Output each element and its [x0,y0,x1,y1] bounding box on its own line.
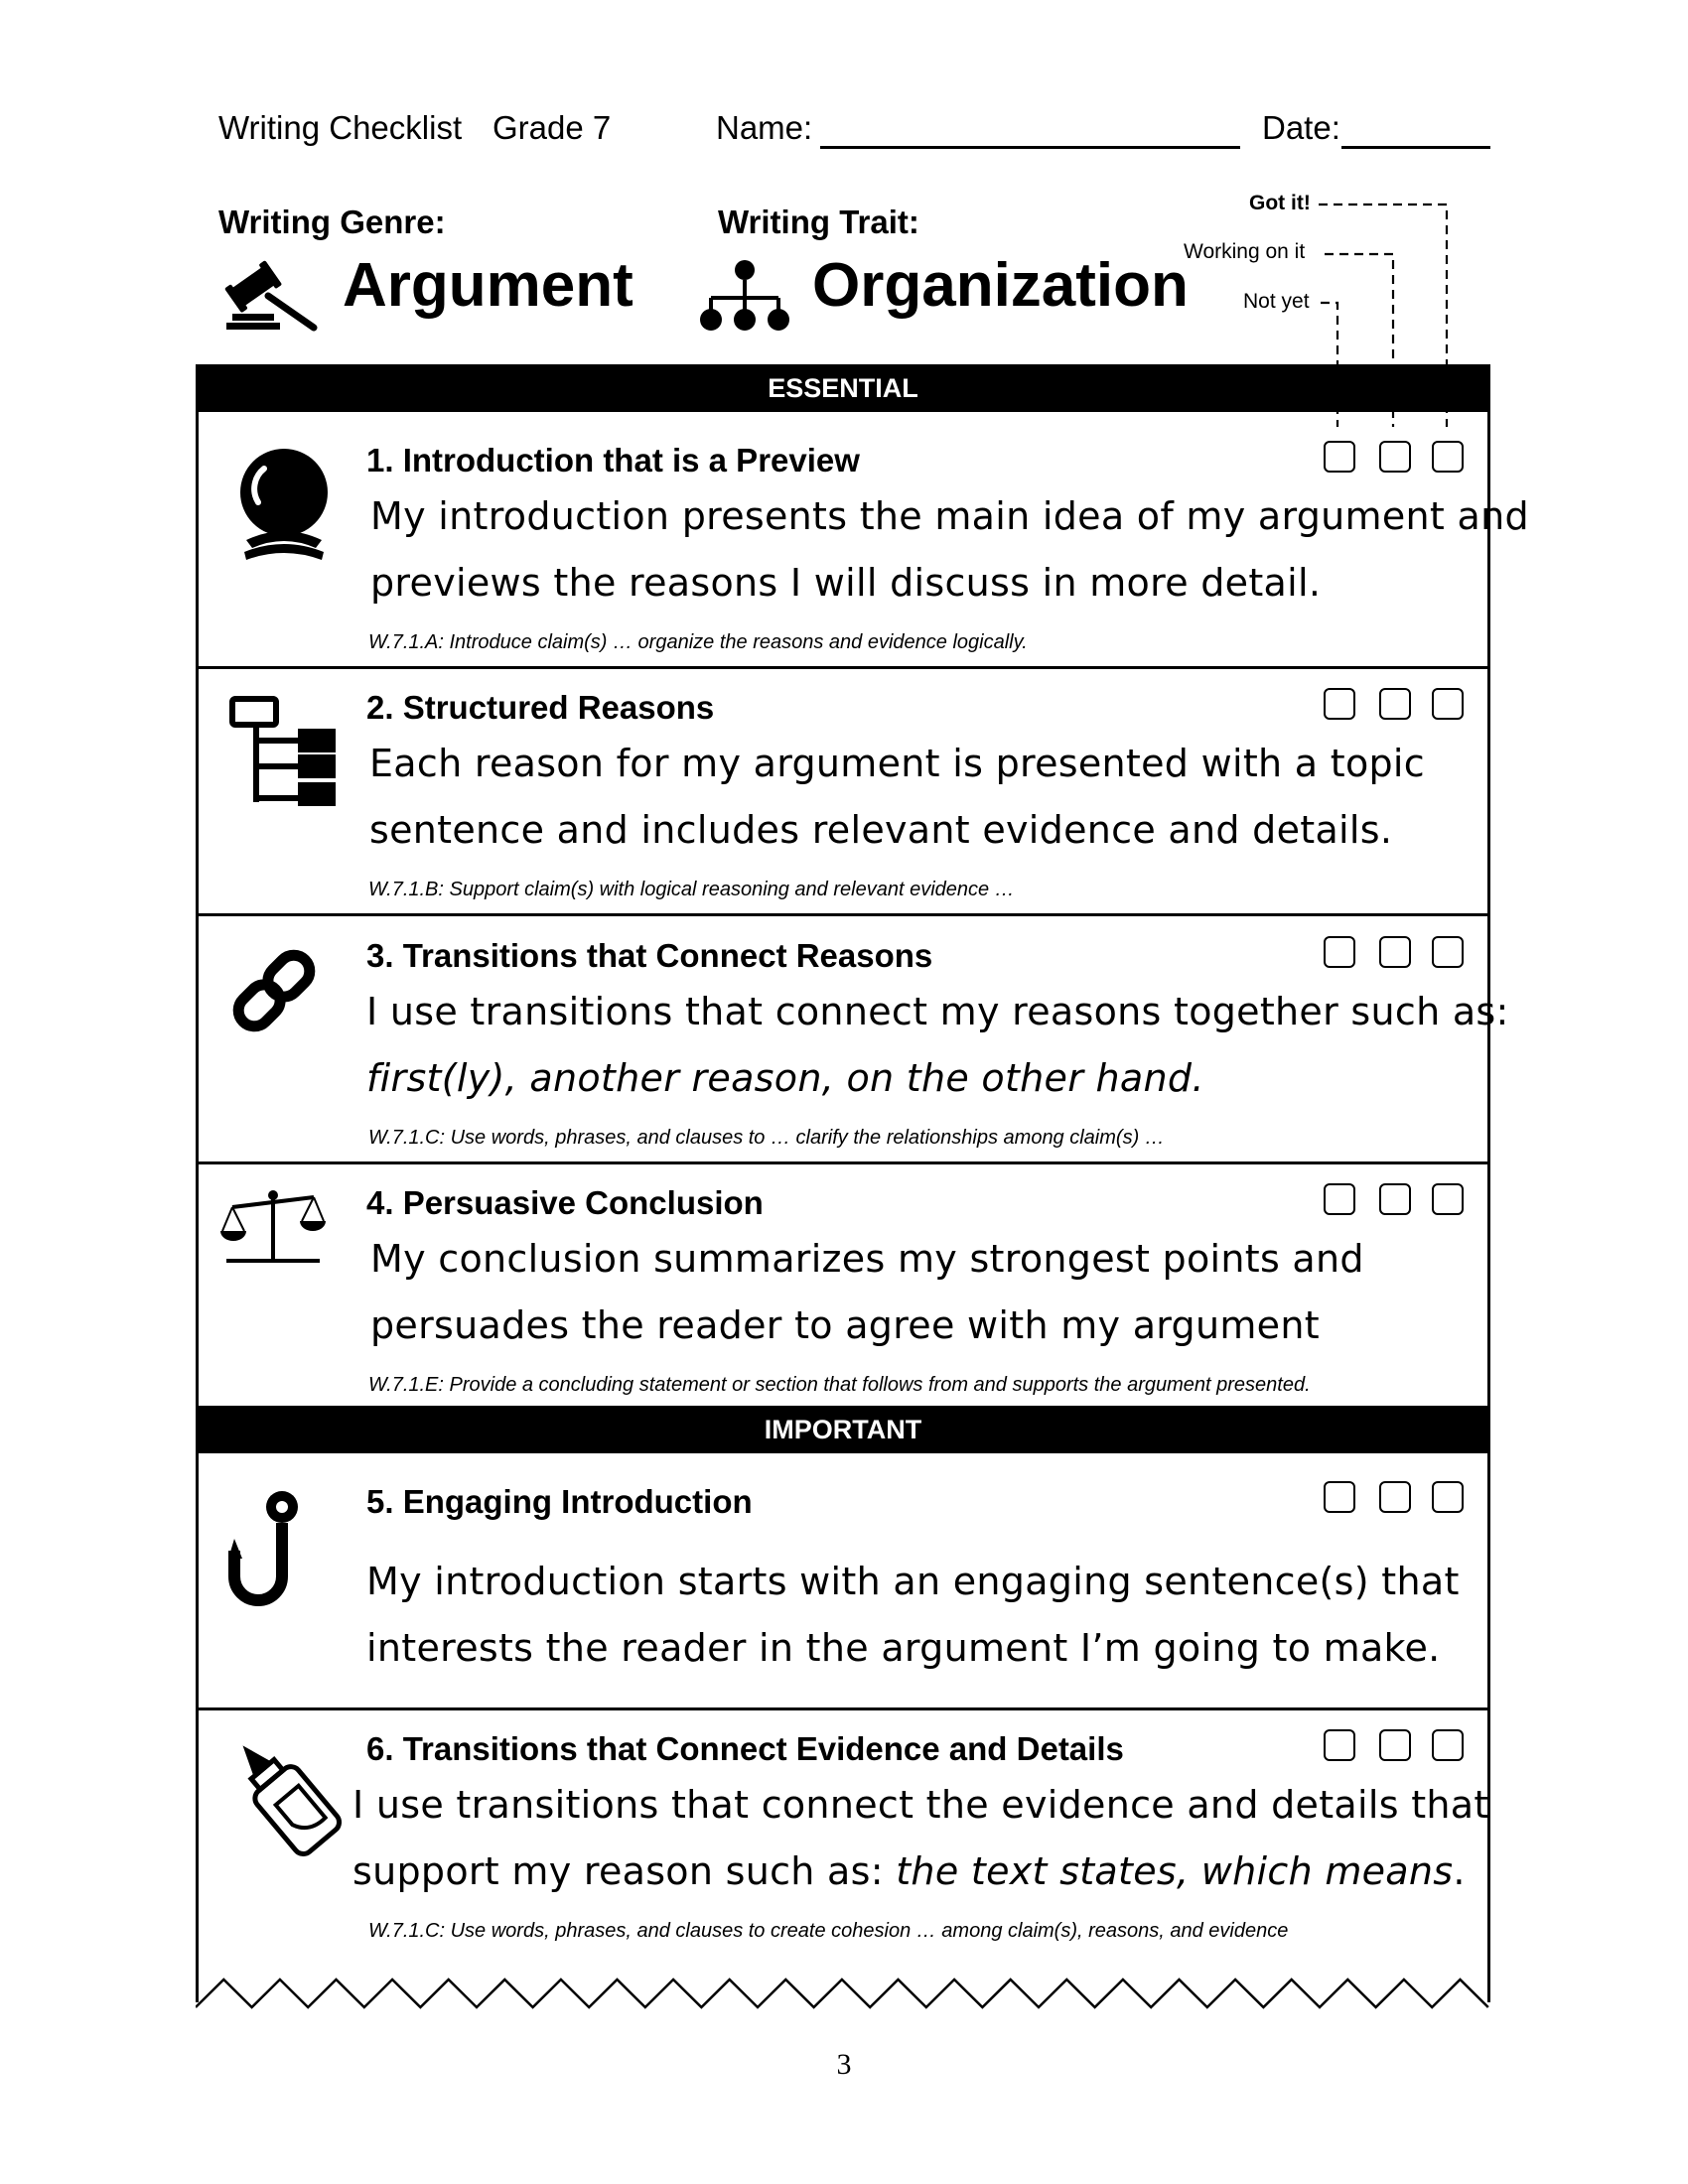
trait-value: Organization [812,251,1189,320]
crystal-ball-icon [234,445,334,568]
item-5-title: 5. Engaging Introduction [366,1483,753,1520]
row-divider [196,1161,1490,1164]
item-3-got-it-checkbox[interactable] [1432,936,1464,968]
item-4-working-checkbox[interactable] [1379,1183,1411,1215]
name-label: Name: [716,109,813,146]
balance-scale-icon [220,1185,326,1267]
genre-value: Argument [343,251,633,320]
item-1-title: 1. Introduction that is a Preview [366,442,860,478]
item-6-title: 6. Transitions that Connect Evidence and Details [366,1730,1124,1767]
row-divider [196,666,1490,669]
item-5-got-it-checkbox[interactable] [1432,1481,1464,1513]
item-4-got-it-checkbox[interactable] [1432,1183,1464,1215]
item-2-not-yet-checkbox[interactable] [1324,688,1355,720]
item-1-not-yet-checkbox[interactable] [1324,441,1355,473]
item-6-got-it-checkbox[interactable] [1432,1729,1464,1761]
item-4-description: My conclusion summarizes my strongest points and persuades the reader to agree with my argument [370,1237,1364,1347]
item-3-working-checkbox[interactable] [1379,936,1411,968]
page-number: 3 [836,2048,852,2081]
item-1-standard: W.7.1.A: Introduce claim(s) … organize the reasons and evidence logically. [368,631,1028,653]
date-label: Date: [1262,109,1340,146]
legend-got-it: Got it! [1249,192,1311,214]
genre-label: Writing Genre: [218,204,446,240]
item-1-description: My introduction presents the main idea of my argument and previews the reasons I will discuss in more detail. [370,494,1529,605]
item-4-standard: W.7.1.E: Provide a concluding statement or section that follows from and supports the argument presented. [368,1374,1311,1396]
item-6-working-checkbox[interactable] [1379,1729,1411,1761]
item-2-standard: W.7.1.B: Support claim(s) with logical reasoning and relevant evidence … [368,879,1015,900]
item-2-title: 2. Structured Reasons [366,689,715,726]
grade-label: Grade 7 [492,109,612,146]
item-2-description: Each reason for my argument is presented with a topic sentence and includes relevant evidence and details. [369,742,1425,852]
torn-edge-zigzag [196,1976,1490,2011]
item-1-working-checkbox[interactable] [1379,441,1411,473]
legend-not-yet: Not yet [1243,290,1310,313]
item-2-got-it-checkbox[interactable] [1432,688,1464,720]
item-1-got-it-checkbox[interactable] [1432,441,1464,473]
chain-link-icon [224,941,324,1040]
item-3-standard: W.7.1.C: Use words, phrases, and clauses to … clarify the relationships among claim(s) … [368,1127,1165,1149]
item-3-title: 3. Transitions that Connect Reasons [366,937,933,974]
row-divider [196,1707,1490,1710]
table-border-left [196,364,199,2002]
tree-structure-icon [228,695,340,812]
item-5-not-yet-checkbox[interactable] [1324,1481,1355,1513]
glue-bottle-icon [220,1731,350,1860]
section-important-header: IMPORTANT [196,1406,1490,1453]
section-essential-header: ESSENTIAL [196,364,1490,412]
item-3-not-yet-checkbox[interactable] [1324,936,1355,968]
item-5-description: My introduction starts with an engaging sentence(s) that interests the reader in the argument I’m going to make. [366,1560,1460,1670]
fish-hook-icon [226,1487,310,1614]
checklist-title: Writing Checklist [218,109,463,146]
item-6-standard: W.7.1.C: Use words, phrases, and clauses to create cohesion … among claim(s), reasons, and evidence [368,1920,1289,1942]
item-5-working-checkbox[interactable] [1379,1481,1411,1513]
legend-working-on-it: Working on it [1184,240,1306,263]
item-6-not-yet-checkbox[interactable] [1324,1729,1355,1761]
row-divider [196,913,1490,916]
trait-label: Writing Trait: [718,204,919,240]
item-6-description: I use transitions that connect the evidence and details that support my reason such as: the text states, which means. [352,1783,1489,1893]
item-2-working-checkbox[interactable] [1379,688,1411,720]
item-4-title: 4. Persuasive Conclusion [366,1184,764,1221]
item-4-not-yet-checkbox[interactable] [1324,1183,1355,1215]
item-3-description: I use transitions that connect my reasons together such as: first(ly), another reason, on the other hand. [366,990,1509,1100]
